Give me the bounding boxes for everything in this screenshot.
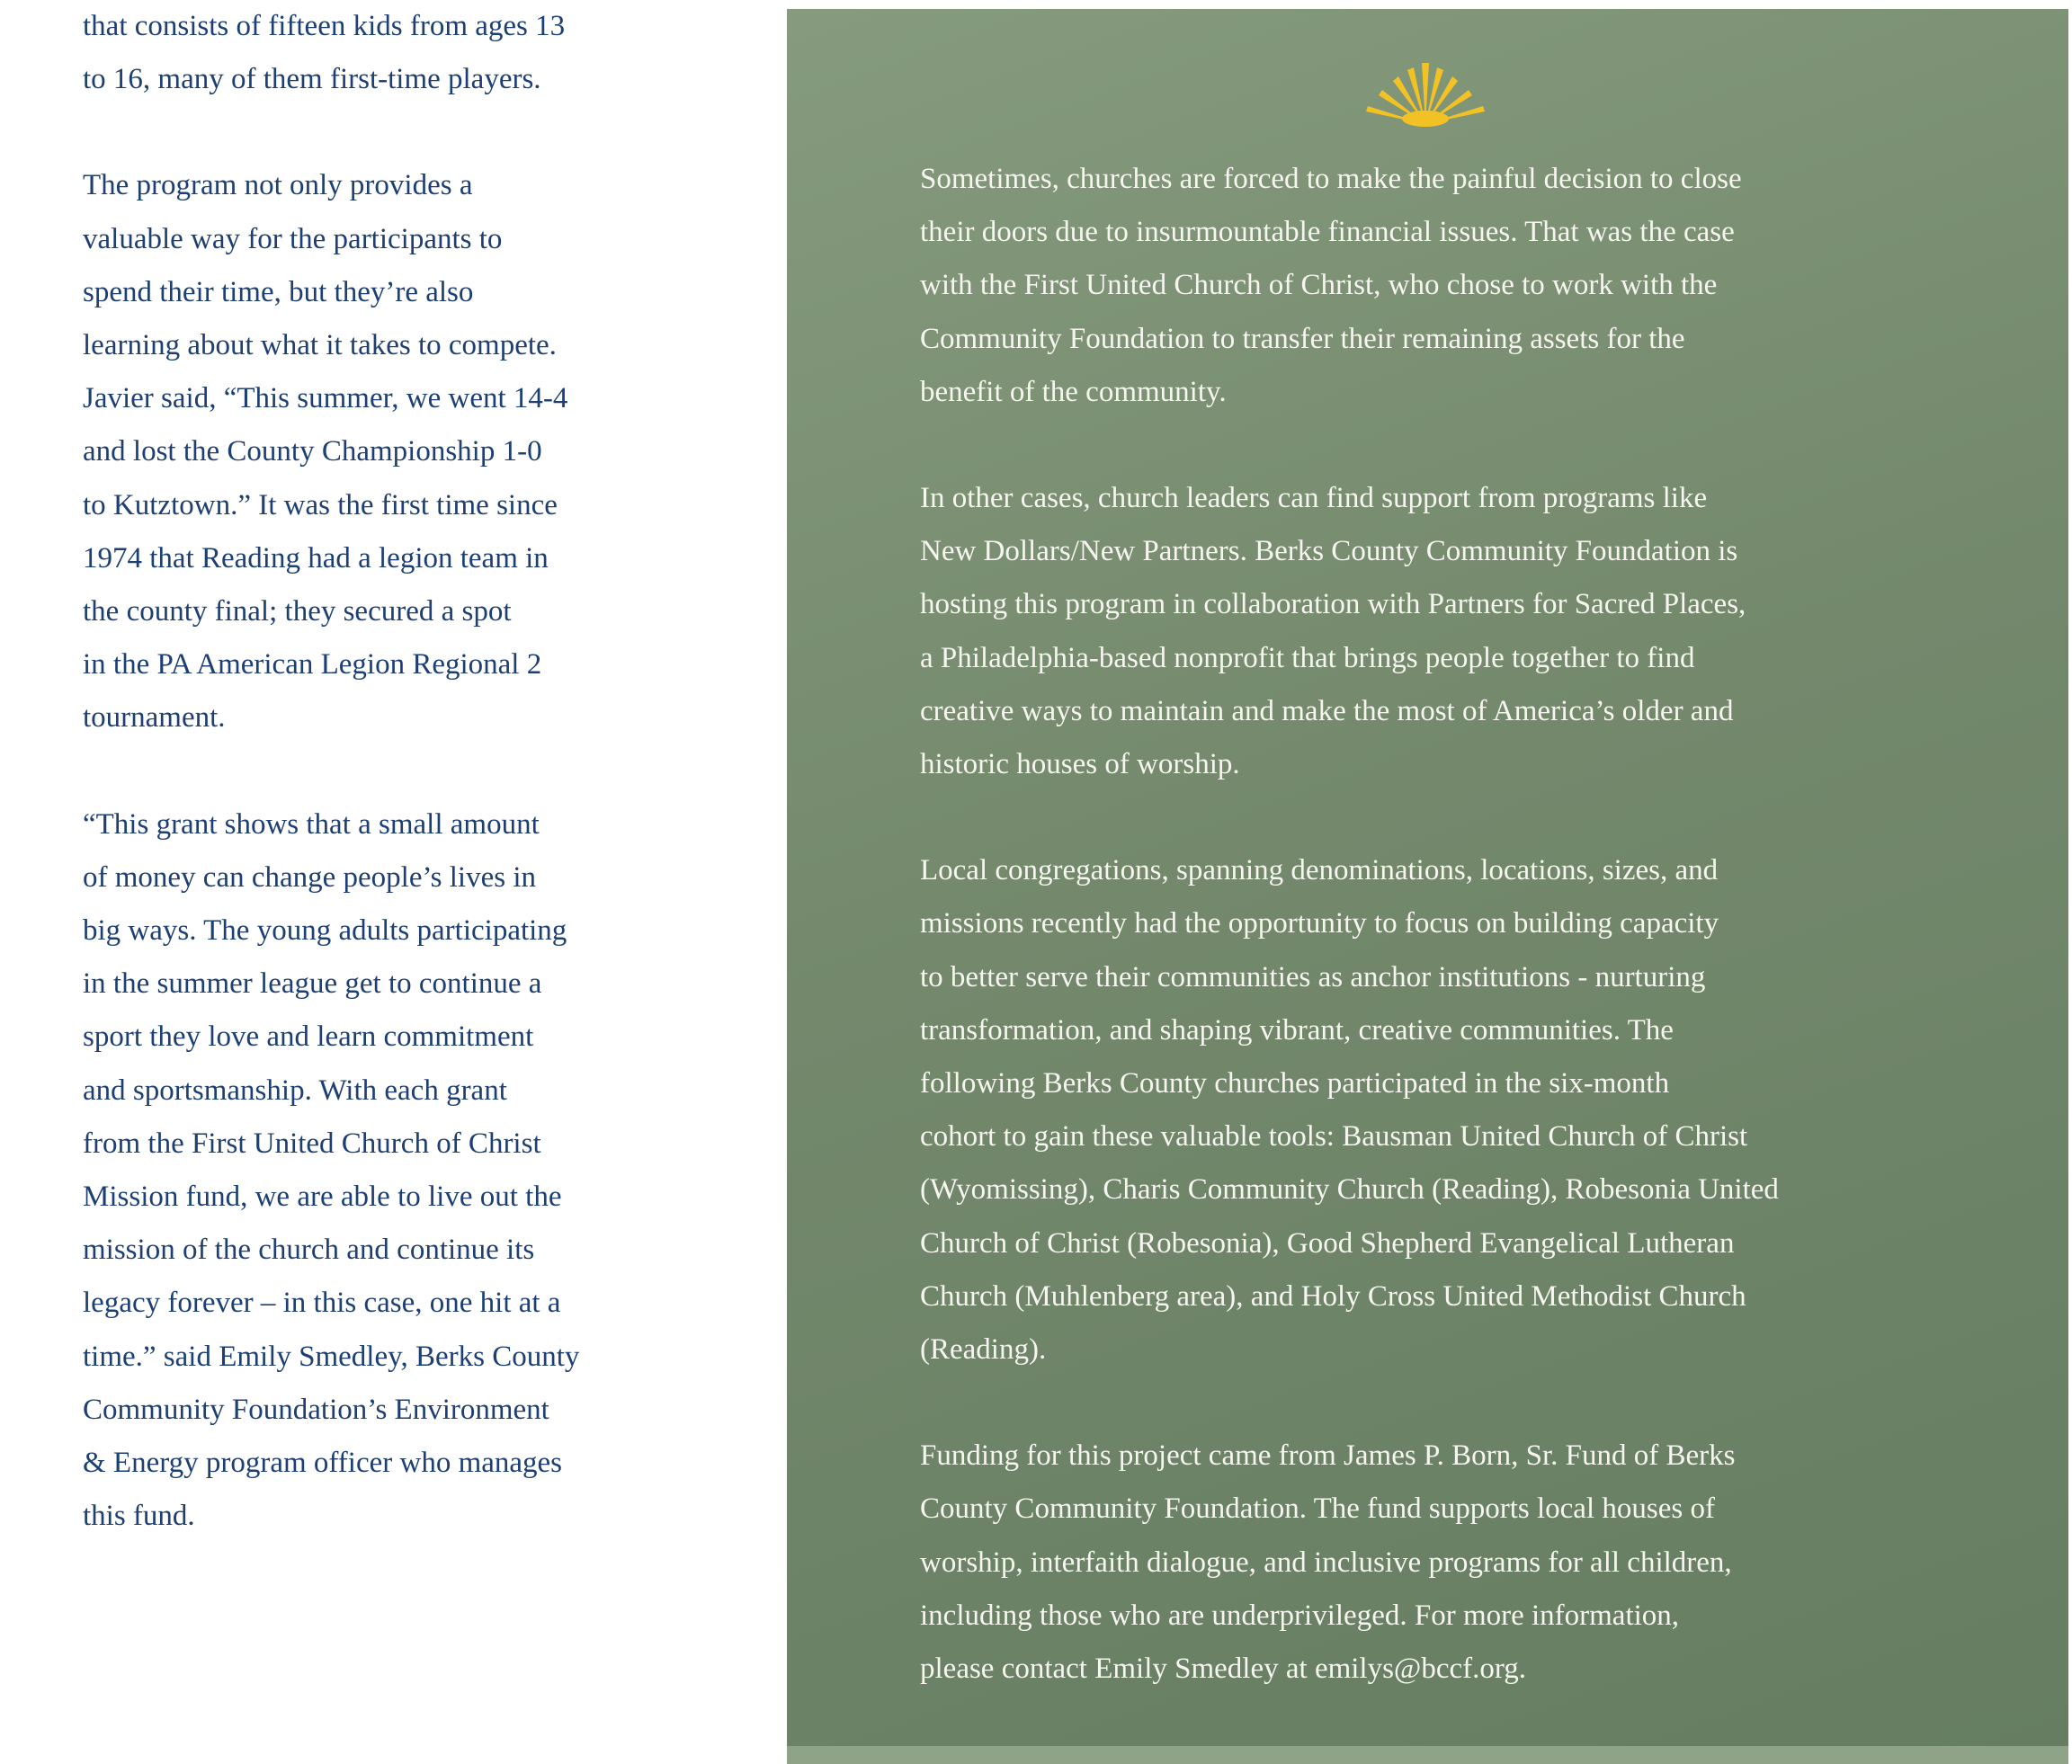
paragraph-spacer bbox=[920, 1376, 1963, 1430]
left-paragraph-3: “This grant shows that a small amount of money can change people’s lives in big ways. The young adults participating in the summer league get to continue a sport they love and learn commitment and sportsmanship. With each grant from the First United Church of Christ Mission fund, we are able to live out the mission of the church and continue its legacy forever – in this case, one hit at a time.” said Emily Smedley, Berks County Community Foundation’s Environment & Energy program officer who manages this fund. bbox=[83, 807, 580, 1533]
sidebar-paragraph-4: Funding for this project came from James P. Born, Sr. Fund of Berks County Community Foundation. The fund supports local houses of worship, interfaith dialogue, and inclusive programs for all children, including those who are underprivileged. For more information, please contact Emily Smedley at emilys@bccf.org. bbox=[920, 1439, 1736, 1686]
sidebar-panel bbox=[787, 9, 2068, 1764]
sidebar-paragraph-2: In other cases, church leaders can find support from programs like New Dollars/New Partners. Berks County Community Foundation is hosting this program in collaboration with Partners for Sacred Places, a Philadelphia-based nonprofit that brings people together to find creative ways to maintain and make the most of America’s older and historic houses of worship. bbox=[920, 482, 1746, 781]
paragraph-spacer bbox=[920, 791, 1963, 844]
sidebar-paragraph-1: Sometimes, churches are forced to make the painful decision to close their doors due to insurmountable financial issues. That was the case with the First United Church of Christ, who chose to work with the Community Foundation to transfer their remaining assets for the benefit of the community. bbox=[920, 163, 1742, 408]
sunburst-icon bbox=[1362, 54, 1488, 130]
left-paragraph-2: The program not only provides a valuable way for the participants to spend their time, but they’re also learning about what it takes to compete. Javier said, “This summer, we went 14-4 and lost the County Championship 1-0 to Kutztown.” It was the first time since 1974 that Reading had a legion team in the county final; they secured a spot in the PA American Legion Regional 2 tournament. bbox=[83, 169, 568, 735]
paragraph-spacer bbox=[920, 419, 1963, 472]
left-paragraph-1: that consists of fifteen kids from ages 13 to 16, many of them first-time players. bbox=[83, 10, 566, 96]
sidebar-paragraph-3: Local congregations, spanning denominations, locations, sizes, and missions recently had the opportunity to focus on building capacity to better serve their communities as anchor institutions - nurturing transformation, and shaping vibrant, creative communities. The following Berks County churches participated in the six-month cohort to gain these valuable tools: Bausman United Church of Christ (Wyomissing), Charis Community Church (Reading), Robesonia United Church of Christ (Robesonia), Good Shepherd Evangelical Lutheran Church (Muhlenberg area), and Holy Cross United Methodist Church (Reading). bbox=[920, 854, 1779, 1367]
paragraph-spacer bbox=[83, 745, 730, 798]
paragraph-spacer bbox=[83, 106, 730, 159]
left-article-column bbox=[83, 0, 730, 1543]
sidebar-text bbox=[920, 153, 1963, 1696]
